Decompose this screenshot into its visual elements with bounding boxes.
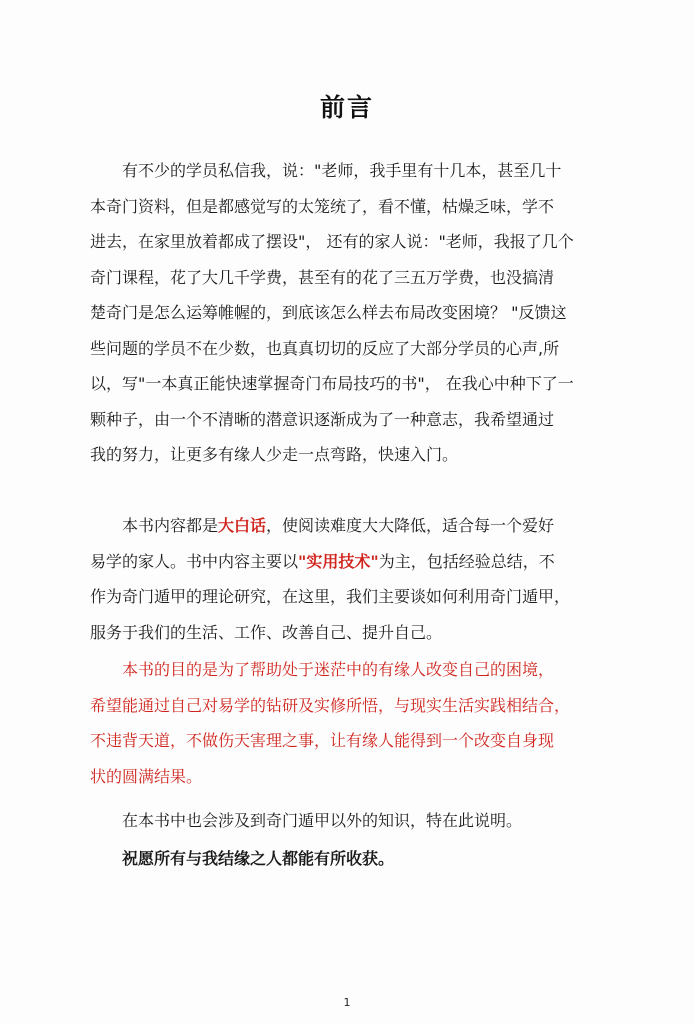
text-line: 我的努力，让更多有缘人少走一点弯路，快速入门。 [90,445,459,464]
page-number: 1 [343,996,351,1009]
text-line: 楚奇门是怎么运筹帷幄的，到底该怎么样去布局改变困境？ "反馈这 [90,303,567,322]
text-line: 作为奇门遁甲的理论研究，在这里，我们主要谈如何利用奇门遁甲， [90,587,571,606]
text-line: 进去，在家里放着都成了摆设"， 还有的家人说："老师，我报了几个 [90,232,574,251]
text-line: 本奇门资料，但是都感觉写的太笼统了，看不懂，枯燥乏味，学不 [90,196,555,216]
text-line: 本书的目的是为了帮助处于迷茫中的有缘人改变自己的困境， [122,660,555,679]
text-line: 以，写"一本真正能快速掌握奇门布局技巧的书"， 在我心中种下了一 [90,374,574,393]
paragraph-note [90,803,600,839]
text-line [90,508,600,544]
text-line: 有不少的学员私信我，说："老师，我手里有十几本，甚至几十 [122,161,562,180]
page-title: 前言 [319,93,374,122]
paragraph-intro [90,153,600,473]
text-line: 奇门课程，花了大几千学费，甚至有的花了三五万学费，也没搞清 [90,267,555,287]
paragraph-purpose [90,652,600,794]
text-segment: 为主，包括经验总结，不 [378,551,555,571]
text-line: 颗种子，由一个不清晰的潜意识逐渐成为了一种意志，我希望通过 [90,409,555,429]
text-line: 希望能通过自己对易学的钻研及实修所悟，与现实生活实践相结合， [90,695,571,715]
text-line: 些问题的学员不在少数，也真真切切的反应了大部分学员的心声,所 [90,338,560,358]
text-line: 在本书中也会涉及到奇门遁甲以外的知识，特在此说明。 [122,811,523,830]
text-line [90,544,600,580]
paragraph-content-style [90,508,600,650]
text-segment: ，使阅读难度大大降低，适合每一个爱好 [266,516,555,535]
highlight-practical-tech: "实用技术" [298,551,379,571]
highlight-plain-language: 大白话 [218,516,267,535]
text-line: 状的圆满结果。 [90,766,203,786]
paragraph-blessing [90,841,600,877]
text-line: 祝愿所有与我结缘之人都能有所收获。 [122,849,395,868]
text-line: 服务于我们的生活、工作、改善自己、提升自己。 [90,622,443,642]
text-segment: 易学的家人。书中内容主要以 [90,551,299,571]
text-segment: 本书内容都是 [122,516,219,535]
text-line: 不违背天道，不做伤天害理之事，让有缘人能得到一个改变自身现 [90,731,555,750]
